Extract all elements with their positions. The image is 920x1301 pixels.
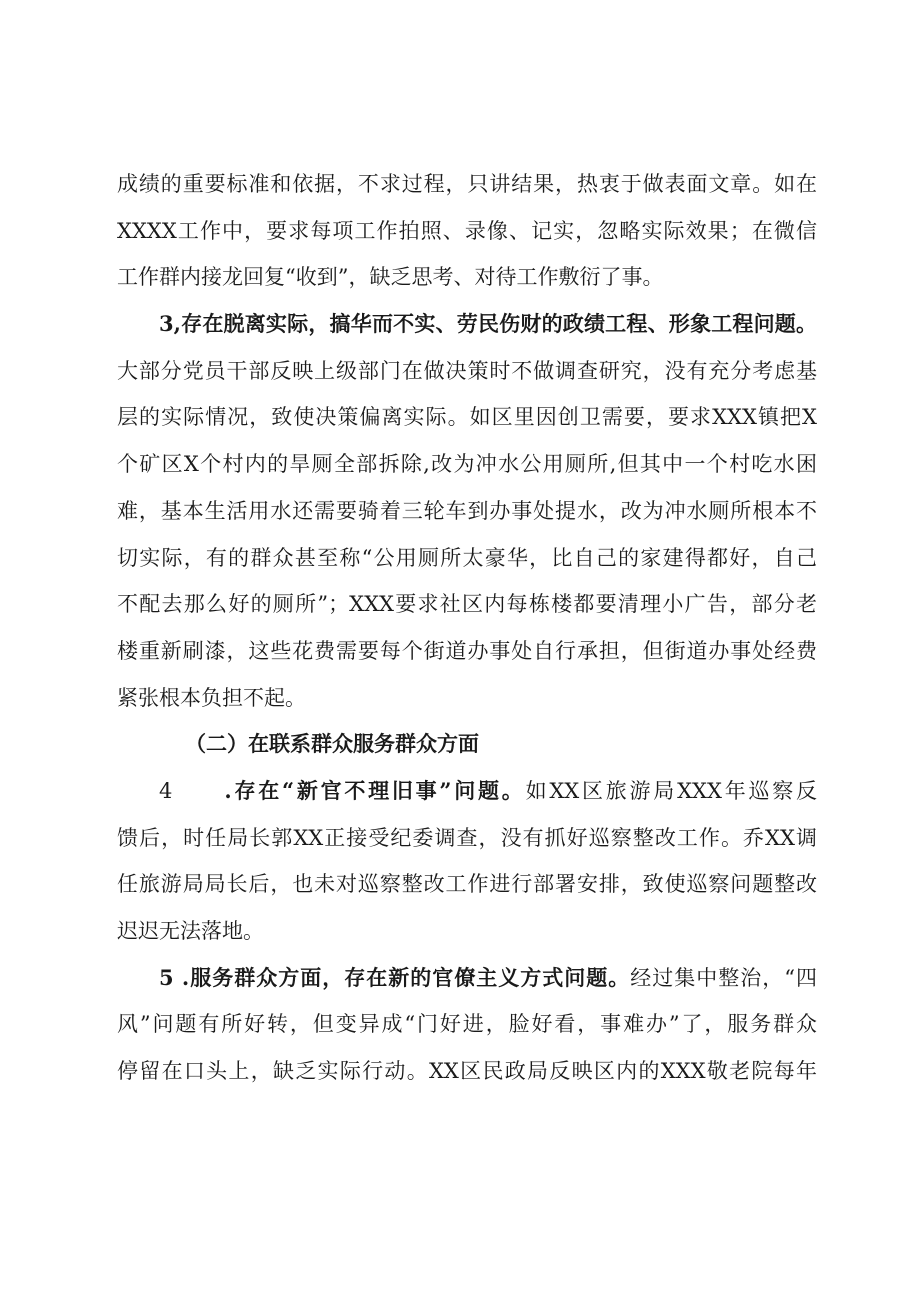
- paragraph-line: 不配去那么好的厕所”；XXX要求社区内每栋楼都要清理小广告，部分老: [117, 592, 817, 617]
- paragraph-line: 停留在口头上，缺乏实际行动。XX区民政局反映区内的XXX敬老院每年: [117, 1059, 817, 1084]
- item-4-heading: .存在“新官不理旧事”问题。: [224, 777, 526, 803]
- item-5-heading: 5 .服务群众方面，存在新的官僚主义方式问题。: [159, 964, 631, 990]
- paragraph-line: 紧张根本负担不起。: [117, 685, 306, 710]
- document-body: [117, 161, 817, 1095]
- item-3-heading: 3,存在脱离实际，搞华而不实、劳民伤财的政绩工程、形象工程问题。: [159, 311, 817, 337]
- item-4-number: 4: [159, 778, 173, 803]
- item-4-first-line: [117, 768, 817, 815]
- paragraph-line: 大部分党员干部反映上级部门在做决策时不做调查研究，没有充分考虑基: [117, 358, 817, 383]
- paragraph-line: 切实际，有的群众甚至称“公用厕所太豪华，比自己的家建得都好，自己: [117, 545, 817, 570]
- item-4-text: 如XX区旅游局XXX年巡察反: [525, 778, 817, 803]
- paragraph-line: 个矿区X个村内的旱厕全部拆除,改为冲水公用厕所,但其中一个村吃水困: [117, 452, 817, 477]
- paragraph-line: 迟迟无法落地。: [117, 919, 264, 943]
- paragraph-line: 馈后，时任局长郭XX正接受纪委调查，没有抓好巡察整改工作。乔XX调: [117, 825, 817, 850]
- item-5-text: 经过集中整治，“四: [630, 965, 817, 990]
- paragraph-line: 层的实际情况，致使决策偏离实际。如区里因创卫需要，要求XXX镇把X: [117, 405, 817, 430]
- section-heading: （二）在联系群众服务群众方面: [185, 731, 479, 757]
- paragraph-line: 成绩的重要标准和依据，不求过程，只讲结果，热衷于做表面文章。如在: [117, 172, 817, 196]
- paragraph-line: 楼重新刷漆，这些花费需要每个街道办事处自行承担，但街道办事处经费: [117, 638, 817, 663]
- paragraph-line: XXXX工作中，要求每项工作拍照、录像、记实，忽略实际效果；在微信: [117, 218, 817, 243]
- paragraph-line: 工作群内接龙回复“收到”，缺乏思考、对待工作敷衍了事。: [117, 265, 664, 290]
- paragraph-line: 风”问题有所好转，但变异成“门好进，脸好看，事难办”了，服务群众: [117, 1012, 817, 1037]
- item-5-first-line: [117, 955, 817, 1002]
- paragraph-line: 难，基本生活用水还需要骑着三轮车到办事处提水，改为冲水厕所根本不: [117, 498, 817, 523]
- paragraph-line: 任旅游局局长后，也未对巡察整改工作进行部署安排，致使巡察问题整改: [117, 872, 817, 897]
